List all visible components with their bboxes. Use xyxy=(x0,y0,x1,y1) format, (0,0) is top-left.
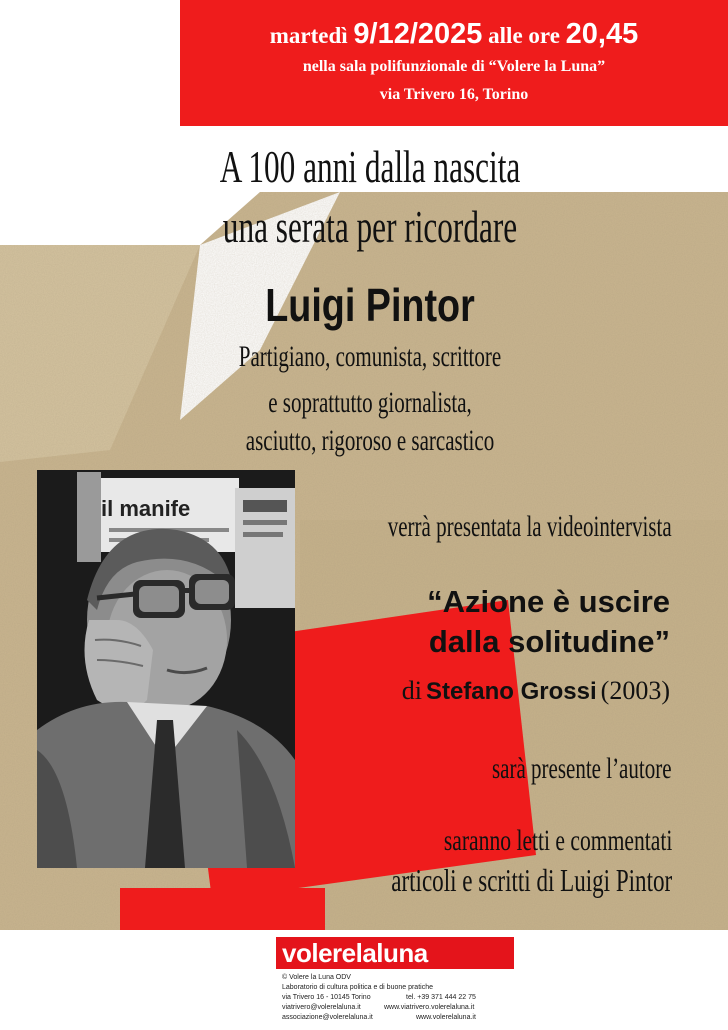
footer-box xyxy=(276,937,514,1030)
event-date: 9/12/2025 xyxy=(353,18,483,50)
credit-author: Stefano Grossi xyxy=(425,678,597,705)
credit-prefix: di xyxy=(401,676,422,705)
day-prefix: martedì xyxy=(269,23,348,48)
portrait-illustration xyxy=(37,470,295,868)
author-present-note: sarà presente l’autore xyxy=(492,752,672,785)
intro-line-1: A 100 anni dalla nascita xyxy=(219,141,521,192)
portrait-photo xyxy=(37,470,295,868)
subject-desc-2: e soprattutto giornalista, xyxy=(268,386,472,419)
address-line: via Trivero 16, Torino xyxy=(379,86,529,103)
org-tagline: Laboratorio di cultura politica e di buone pratiche xyxy=(282,984,433,991)
event-date-line xyxy=(180,18,728,51)
readings-line-1: saranno letti e commentati xyxy=(443,824,672,857)
red-bottom-bar xyxy=(120,888,325,930)
org-address: via Trivero 16 - 10145 Torino xyxy=(282,994,371,1001)
org-web-1[interactable]: www.viatrivero.volerelaluna.it xyxy=(384,1004,475,1011)
intro-line-2: una serata per ricordare xyxy=(222,201,518,252)
org-email-1[interactable]: viatrivero@volerelaluna.it xyxy=(282,1004,361,1011)
brand-logo xyxy=(276,937,514,969)
video-title-line-2: dalla solitudine” xyxy=(428,624,670,659)
org-email-2[interactable]: associazione@volerelaluna.it xyxy=(282,1014,373,1021)
org-phone: tel. +39 371 444 22 75 xyxy=(406,994,476,1001)
org-name: © Volere la Luna ODV xyxy=(282,974,351,981)
video-credit xyxy=(402,676,670,706)
subject-desc-3: asciutto, rigoroso e sarcastico xyxy=(245,424,495,457)
credit-year: (2003) xyxy=(600,676,670,705)
header-band xyxy=(180,0,728,126)
event-time: 20,45 xyxy=(565,18,639,50)
video-label: verrà presentata la videointervista xyxy=(388,510,672,543)
readings-line-2: articoli e scritti di Luigi Pintor xyxy=(391,862,672,898)
venue-line: nella sala polifunzionale di “Volere la Luna” xyxy=(302,58,606,75)
time-prefix: alle ore xyxy=(488,23,560,48)
newspaper-sign: il manife xyxy=(101,496,191,521)
subject-desc-1: Partigiano, comunista, scrittore xyxy=(238,340,502,373)
org-web-2[interactable]: www.volerelaluna.it xyxy=(416,1014,476,1021)
video-title-line-1: “Azione è uscire xyxy=(427,584,670,619)
subject-name: Luigi Pintor xyxy=(265,279,475,331)
brand-wordmark: volerelaluna xyxy=(282,938,428,968)
